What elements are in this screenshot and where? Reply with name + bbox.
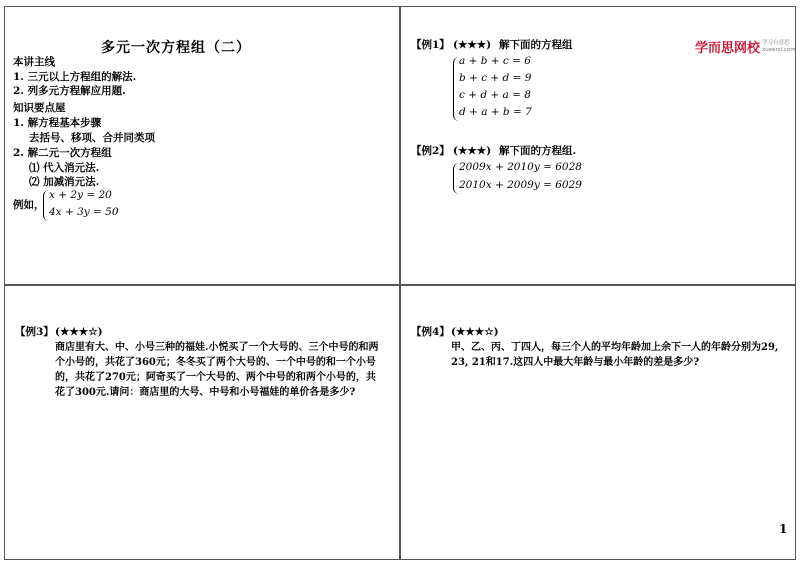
example-1-eq-2: b + c + d = 9 bbox=[459, 72, 532, 84]
knowledge-item-1-sub: 去括号、移项、合并同类项 bbox=[29, 132, 155, 144]
brand-logo-sub-2: xueersi.com bbox=[762, 47, 796, 53]
example-3-tag: 【例3】 bbox=[15, 326, 54, 338]
main-item-2: 2. 列多元方程解应用题. bbox=[13, 85, 126, 97]
example-2-eq-1: 2009x + 2010y = 6028 bbox=[459, 161, 582, 173]
example-4-stars: (★★★☆) bbox=[451, 326, 499, 338]
knowledge-heading: 知识要点屋 bbox=[13, 102, 66, 114]
panel-example-3 bbox=[4, 285, 400, 560]
slide-sheet bbox=[4, 6, 796, 560]
page-number: 1 bbox=[779, 522, 788, 536]
knowledge-item-2: 2. 解二元一次方程组 bbox=[13, 147, 112, 159]
example-label: 例如， bbox=[13, 199, 45, 211]
knowledge-item-1: 1. 解方程基本步骤 bbox=[13, 117, 102, 129]
main-heading: 本讲主线 bbox=[13, 56, 55, 68]
example-4-tag: 【例4】 bbox=[411, 326, 450, 338]
brand-logo: 学而思网校 bbox=[695, 41, 761, 56]
brand-logo-sub-1: 学习有意思 bbox=[762, 40, 790, 46]
example-2-tag: 【例2】 bbox=[411, 145, 450, 157]
panel-lesson-outline bbox=[4, 6, 400, 285]
knowledge-item-2-sub-2: ⑵ 加减消元法. bbox=[29, 176, 100, 188]
example-1-eq-3: c + d + a = 8 bbox=[459, 89, 531, 101]
example-3-stars: (★★★☆) bbox=[55, 326, 103, 338]
example-3-body: 商店里有大、中、小号三种的福娃.小悦买了一个大号的、三个中号的和两个小号的，共花了360元；冬冬买了两个大号的、一个中号的和一个小号的，共花了270元；阿奇买了一个大号的、两个中号的和两个小号的，共花了300元.请问：商店里的大号、中号和小号福娃的单价各是多少? bbox=[55, 342, 379, 398]
knowledge-item-2-sub-1: ⑴ 代入消元法. bbox=[29, 162, 100, 174]
example-1-stars: (★★★) bbox=[453, 39, 492, 51]
example-4-body: 甲、乙、丙、丁四人，每三个人的平均年龄加上余下一人的年龄分别为29, 23, 21和17.这四人中最大年龄与最小年龄的差是多少? bbox=[451, 342, 779, 368]
example-1-tag: 【例1】 bbox=[411, 39, 450, 51]
example-equation-2: 4x + 3y = 50 bbox=[49, 206, 119, 218]
example-2-stars: (★★★) bbox=[453, 145, 492, 157]
panel-examples-1-2 bbox=[400, 6, 796, 285]
panel-example-4 bbox=[400, 285, 796, 560]
example-equation-1: x + 2y = 20 bbox=[49, 189, 112, 201]
lesson-title: 多元一次方程组（二） bbox=[101, 40, 251, 56]
example-1-eq-4: d + a + b = 7 bbox=[459, 106, 532, 118]
main-item-1: 1. 三元以上方程组的解法. bbox=[13, 71, 137, 83]
example-1-eq-1: a + b + c = 6 bbox=[459, 55, 531, 67]
example-2-eq-2: 2010x + 2009y = 6029 bbox=[459, 179, 582, 191]
example-2-text: 解下面的方程组. bbox=[499, 145, 577, 157]
example-1-text: 解下面的方程组 bbox=[499, 39, 573, 51]
